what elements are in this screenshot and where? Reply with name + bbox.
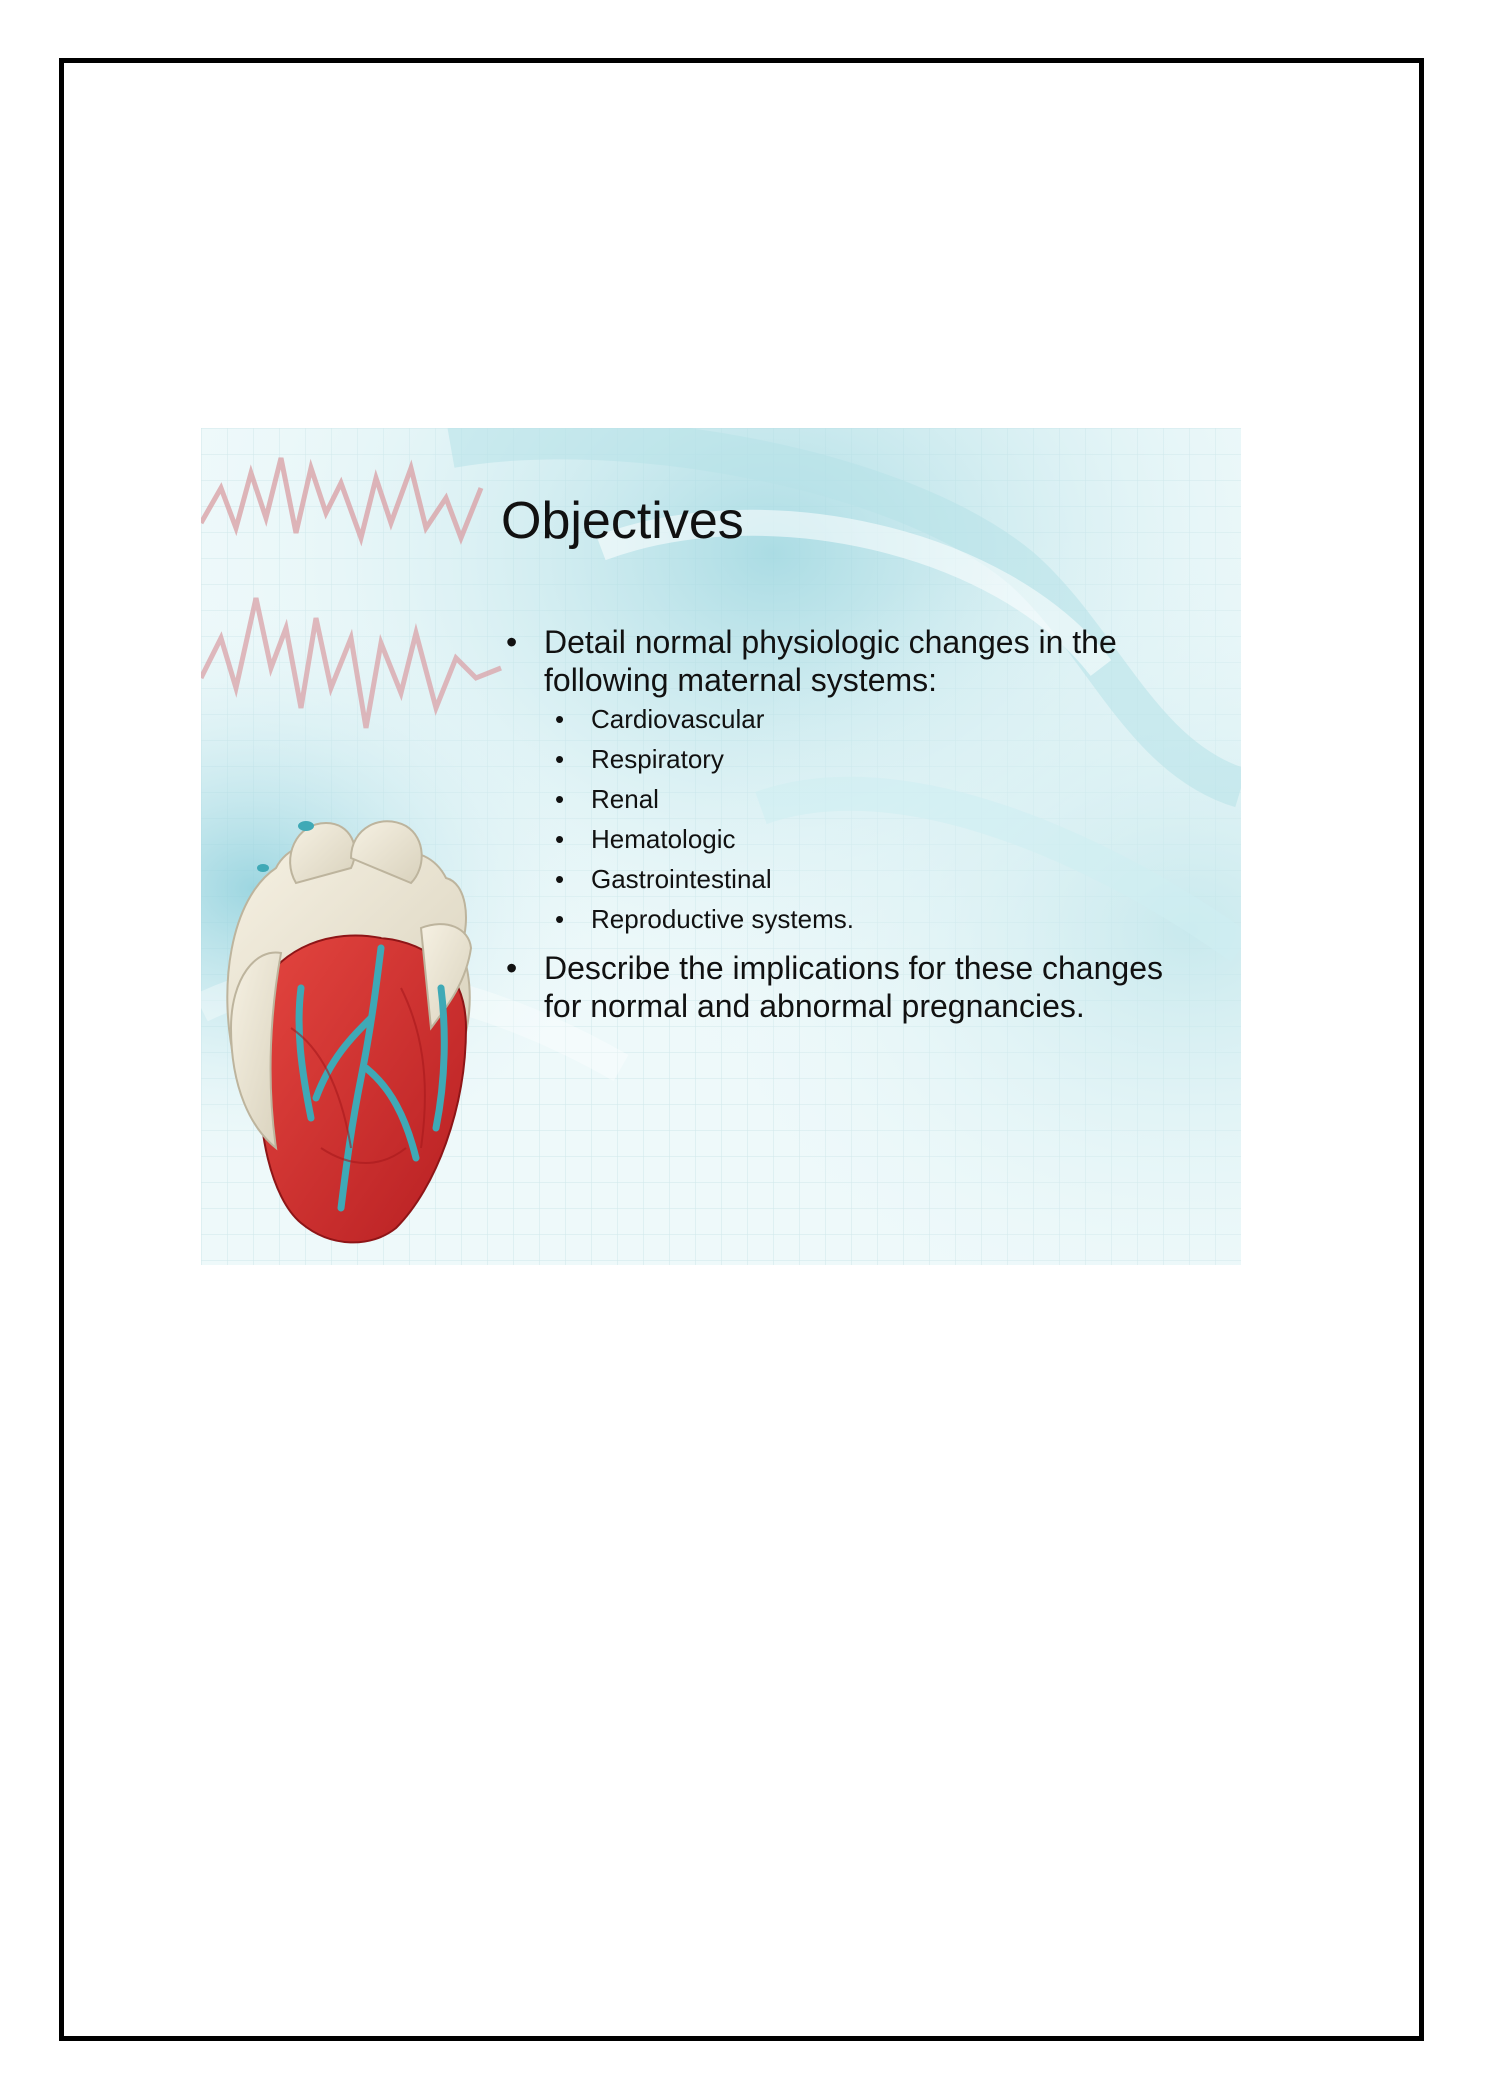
bullet: • [555, 784, 565, 814]
sub-item-text: Respiratory [591, 744, 724, 774]
bullet: • [555, 744, 565, 774]
objective-text-line: Detail normal physiologic changes in the [544, 624, 1117, 660]
objective-text-line: Describe the implications for these changes [544, 950, 1163, 986]
sub-item-text: Renal [591, 784, 659, 814]
bullet: • [555, 824, 565, 854]
objective-text-line: following maternal systems: [544, 662, 938, 698]
objective-text [544, 623, 1224, 699]
slide-title: Objectives [501, 492, 744, 550]
sub-item-text: Cardiovascular [591, 704, 765, 734]
objective-text-line: for normal and abnormal pregnancies. [544, 988, 1085, 1024]
objective-text [544, 949, 1224, 1025]
sub-item-text: Hematologic [591, 824, 736, 854]
bullet: • [555, 704, 565, 734]
bullet: • [506, 624, 518, 660]
sub-item-text: Reproductive systems. [591, 904, 854, 934]
bullet: • [555, 864, 565, 894]
bullet: • [555, 904, 565, 934]
bullet: • [506, 950, 518, 986]
slide [201, 428, 1241, 1265]
sub-item-text: Gastrointestinal [591, 864, 772, 894]
